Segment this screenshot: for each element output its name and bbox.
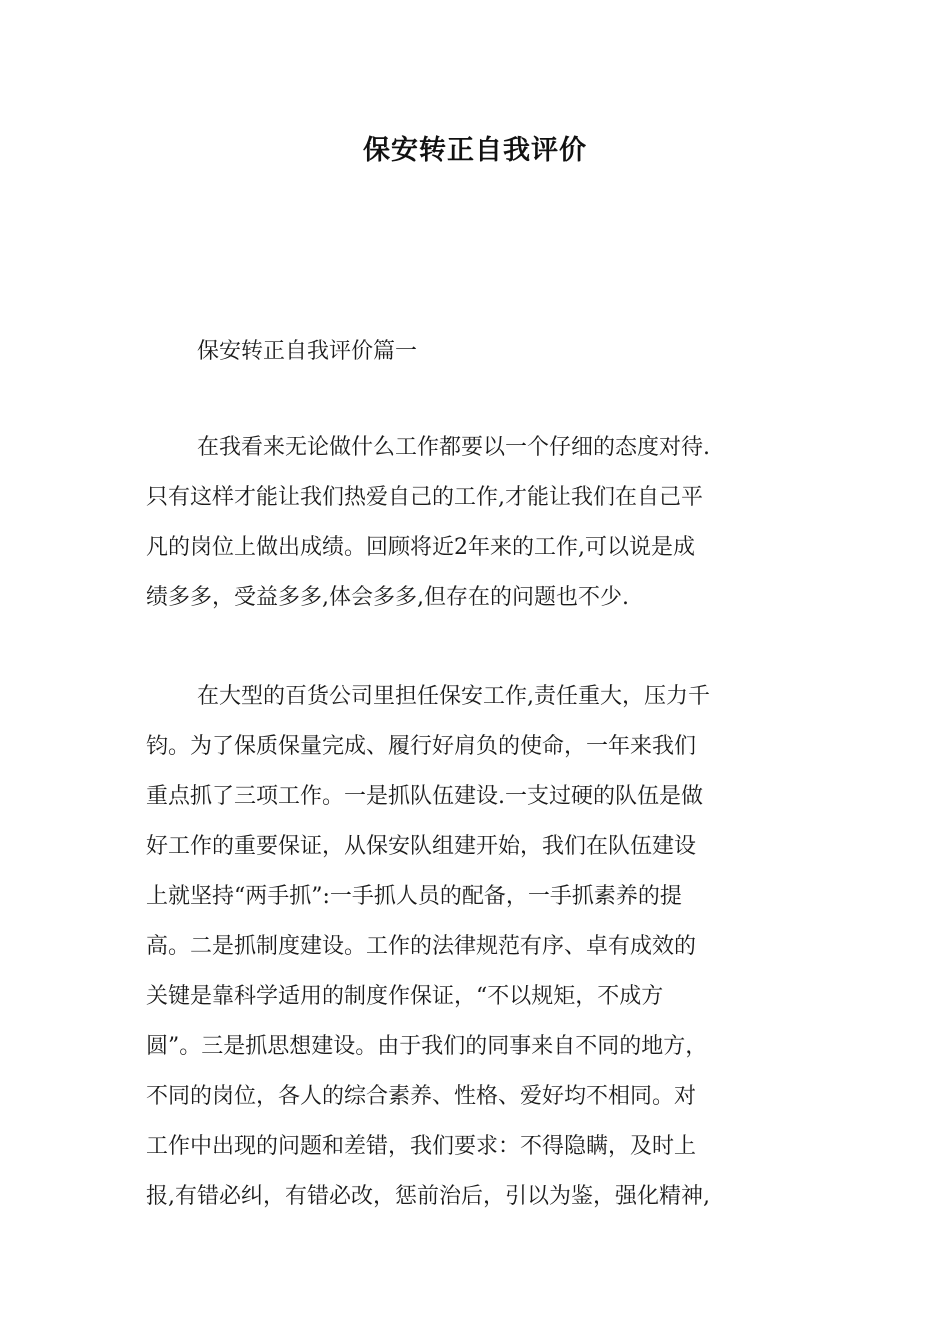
paragraph-line: 重点抓了三项工作。一是抓队伍建设.一支过硬的队伍是做 — [146, 784, 703, 809]
document-title: 保安转正自我评价 — [363, 135, 587, 166]
paragraph-line: 只有这样才能让我们热爱自己的工作,才能让我们在自己平 — [146, 485, 703, 510]
paragraph-line: 不同的岗位，各人的综合素养、性格、爱好均不相同。对 — [146, 1084, 697, 1109]
paragraph-line: 上就坚持“两手抓”:一手抓人员的配备，一手抓素养的提 — [146, 884, 682, 909]
paragraph-line: 在大型的百货公司里担任保安工作,责任重大，压力千 — [197, 684, 710, 709]
paragraph-line: 工作中出现的问题和差错，我们要求：不得隐瞒，及时上 — [146, 1134, 697, 1159]
paragraph-line: 报,有错必纠，有错必改，惩前治后，引以为鉴，强化精神, — [146, 1184, 710, 1209]
paragraph-line: 高。二是抓制度建设。工作的法律规范有序、卓有成效的 — [146, 934, 697, 959]
paragraph-line: 在我看来无论做什么工作都要以一个仔细的态度对待. — [197, 435, 710, 460]
paragraph-line: 绩多多，受益多多,体会多多,但存在的问题也不少. — [146, 585, 629, 610]
section-heading: 保安转正自我评价篇一 — [197, 339, 418, 364]
paragraph-line: 钧。为了保质保量完成、履行好肩负的使命，一年来我们 — [146, 734, 697, 759]
paragraph-line: 好工作的重要保证，从保安队组建开始，我们在队伍建设 — [146, 834, 697, 859]
paragraph-line: 凡的岗位上做出成绩。回顾将近2年来的工作,可以说是成 — [146, 535, 695, 560]
paragraph-line: 圆”。三是抓思想建设。由于我们的同事来自不同的地方， — [146, 1034, 708, 1059]
paragraph-line: 关键是靠科学适用的制度作保证，“不以规矩，不成方 — [146, 984, 664, 1009]
